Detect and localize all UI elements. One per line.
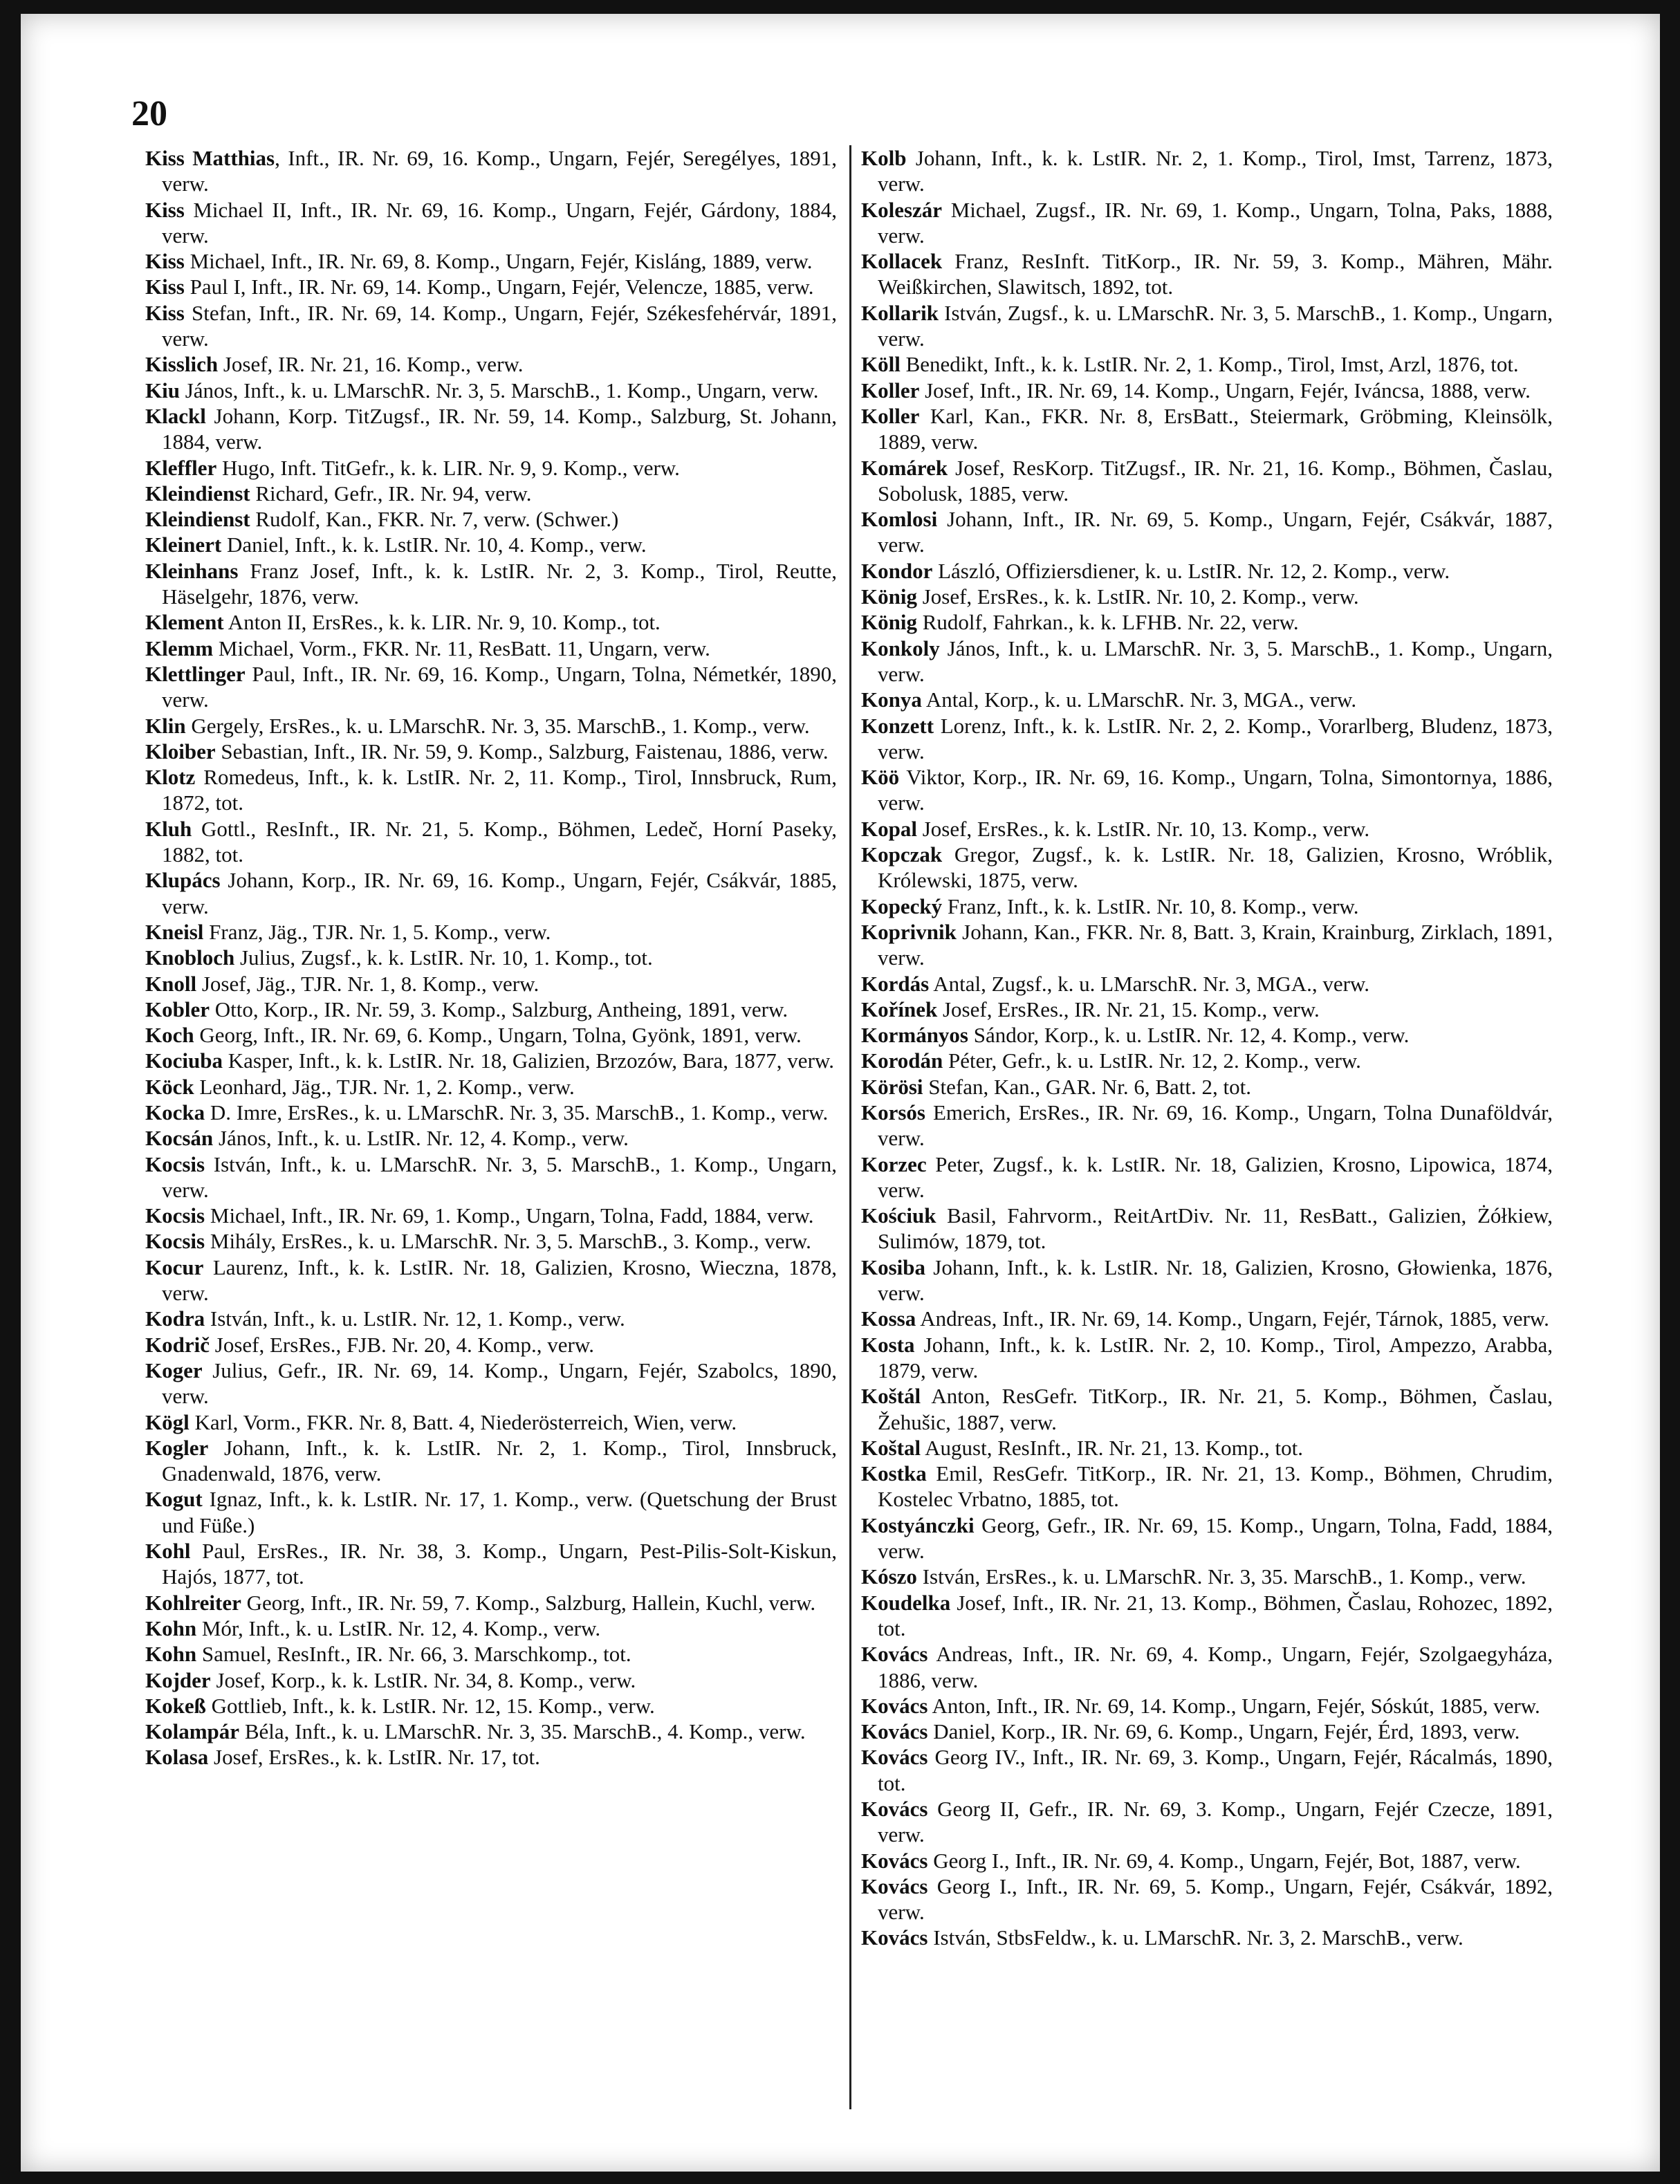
entry-surname: Kodra bbox=[145, 1306, 205, 1331]
register-entry bbox=[861, 816, 1553, 842]
register-entry bbox=[145, 145, 837, 197]
register-entry bbox=[145, 816, 837, 868]
entry-surname: Kollacek bbox=[861, 249, 943, 274]
entry-details: Michael, Zugsf., IR. Nr. 69, 1. Komp., Ungarn, Tolna, Paks, 1888, verw. bbox=[878, 197, 1553, 248]
left-column bbox=[145, 145, 837, 1770]
register-entry bbox=[145, 919, 837, 945]
entry-surname: Kopecký bbox=[861, 894, 943, 918]
register-entry bbox=[861, 1925, 1553, 1950]
entry-surname: Kovács bbox=[861, 1925, 928, 1950]
register-entry bbox=[145, 764, 837, 816]
entry-details: Johann, Kan., FKR. Nr. 8, Batt. 3, Krain, Krainburg, Zirklach, 1891, verw. bbox=[878, 919, 1553, 970]
entry-details: D. Imre, ErsRes., k. u. LMarschR. Nr. 3, 35. MarschB., 1. Komp., verw. bbox=[205, 1100, 829, 1125]
register-entry bbox=[861, 1100, 1553, 1151]
register-entry bbox=[145, 1616, 837, 1641]
entry-details: Paul, Inft., IR. Nr. 69, 16. Komp., Ungarn, Tolna, Németkér, 1890, verw. bbox=[162, 661, 837, 712]
entry-details: Daniel, Korp., IR. Nr. 69, 6. Komp., Ungarn, Fejér, Érd, 1893, verw. bbox=[927, 1719, 1520, 1744]
register-entry bbox=[145, 248, 837, 274]
entry-surname: Koleszár bbox=[861, 197, 943, 222]
register-entry bbox=[145, 1048, 837, 1073]
entry-details: Stefan, Kan., GAR. Nr. 6, Batt. 2, tot. bbox=[923, 1074, 1251, 1099]
entry-details: Johann, Korp. TitZugsf., IR. Nr. 59, 14. Komp., Salzburg, St. Johann, 1884, verw. bbox=[162, 403, 837, 454]
entry-surname: Koller bbox=[861, 378, 920, 402]
entry-surname: Kopal bbox=[861, 816, 917, 841]
entry-surname: Kovács bbox=[861, 1745, 928, 1770]
entry-surname: Kószo bbox=[861, 1564, 917, 1589]
entry-details: Anton II, ErsRes., k. k. LIR. Nr. 9, 10. Komp., tot. bbox=[223, 610, 661, 635]
register-entry bbox=[145, 1486, 837, 1538]
entry-surname: Kögl bbox=[145, 1409, 190, 1434]
entry-surname: Konkoly bbox=[861, 636, 940, 660]
entry-surname: Kořínek bbox=[861, 997, 938, 1021]
register-entry bbox=[861, 1435, 1553, 1461]
entry-details: Rudolf, Kan., FKR. Nr. 7, verw. (Schwer.) bbox=[250, 507, 619, 532]
entry-details: Paul I, Inft., IR. Nr. 69, 14. Komp., Ungarn, Fejér, Velencze, 1885, verw. bbox=[184, 275, 814, 299]
right-column bbox=[861, 145, 1553, 1951]
entry-details: Franz Josef, Inft., k. k. LstIR. Nr. 2, 3. Komp., Tirol, Reutte, Häselgehr, 1876, verw. bbox=[162, 558, 837, 609]
entry-surname: Kiu bbox=[145, 378, 180, 402]
register-entry bbox=[145, 1667, 837, 1693]
entry-surname: Kleindienst bbox=[145, 507, 250, 532]
entry-details: Josef, ResKorp. TitZugsf., IR. Nr. 21, 16. Komp., Böhmen, Časlau, Sobolusk, 1885, verw. bbox=[878, 455, 1553, 506]
entry-details: Franz, Inft., k. k. LstIR. Nr. 10, 8. Komp., verw. bbox=[942, 894, 1359, 918]
register-entry bbox=[145, 1074, 837, 1100]
entry-details: István, Inft., k. u. LstIR. Nr. 12, 1. Komp., verw. bbox=[205, 1306, 625, 1331]
register-entry bbox=[145, 1538, 837, 1590]
entry-surname: Kovács bbox=[861, 1693, 928, 1718]
entry-surname: Kluh bbox=[145, 816, 192, 841]
register-entry bbox=[145, 351, 837, 377]
entry-details: Gottlieb, Inft., k. k. LstIR. Nr. 12, 15. Komp., verw. bbox=[205, 1693, 655, 1718]
entry-details: Julius, Zugsf., k. k. LstIR. Nr. 10, 1. Komp., tot. bbox=[234, 945, 653, 970]
entry-details: Peter, Zugsf., k. k. LstIR. Nr. 18, Galizien, Krosno, Lipowica, 1874, verw. bbox=[878, 1151, 1553, 1202]
register-entry bbox=[861, 997, 1553, 1022]
register-entry bbox=[145, 1306, 837, 1331]
entry-details: Georg IV., Inft., IR. Nr. 69, 3. Komp., Ungarn, Fejér, Rácalmás, 1890, tot. bbox=[878, 1745, 1553, 1795]
entry-details: Richard, Gefr., IR. Nr. 94, verw. bbox=[250, 481, 532, 506]
entry-details: Lorenz, Inft., k. k. LstIR. Nr. 2, 2. Komp., Vorarlberg, Bludenz, 1873, verw. bbox=[878, 713, 1553, 764]
entry-surname: Kościuk bbox=[861, 1203, 936, 1228]
entry-surname: Köck bbox=[145, 1074, 194, 1099]
entry-details: Laurenz, Inft., k. k. LstIR. Nr. 18, Galizien, Krosno, Wieczna, 1878, verw. bbox=[162, 1255, 837, 1306]
register-entry bbox=[861, 1461, 1553, 1512]
entry-surname: Konya bbox=[861, 687, 922, 712]
register-entry bbox=[861, 1719, 1553, 1744]
entry-details: Kasper, Inft., k. k. LstIR. Nr. 18, Galizien, Brzozów, Bara, 1877, verw. bbox=[222, 1048, 835, 1073]
entry-surname: Kleinert bbox=[145, 533, 222, 557]
entry-details: Otto, Korp., IR. Nr. 59, 3. Komp., Salzburg, Antheing, 1891, verw. bbox=[210, 997, 788, 1021]
register-entry bbox=[861, 403, 1553, 455]
entry-surname: Kollarik bbox=[861, 300, 939, 325]
register-entry bbox=[145, 1255, 837, 1306]
register-entry bbox=[145, 1022, 837, 1048]
entry-details: Antal, Korp., k. u. LMarschR. Nr. 3, MGA., verw. bbox=[921, 687, 1357, 712]
entry-details: Basil, Fahrvorm., ReitArtDiv. Nr. 11, ResBatt., Galizien, Żółkiew, Sulimów, 1879, tot. bbox=[878, 1203, 1553, 1254]
entry-surname: Kisslich bbox=[145, 352, 219, 377]
register-entry bbox=[145, 713, 837, 739]
entry-surname: Kojder bbox=[145, 1667, 211, 1692]
entry-details: Josef, ErsRes., k. k. LstIR. Nr. 17, tot. bbox=[208, 1745, 540, 1770]
entry-details: Franz, ResInft. TitKorp., IR. Nr. 59, 3. Komp., Mähren, Mähr. Weißkirchen, Slawitsch, 1892, tot. bbox=[878, 249, 1553, 299]
entry-surname: Kostyánczki bbox=[861, 1512, 975, 1537]
entry-details: Michael II, Inft., IR. Nr. 69, 16. Komp., Ungarn, Fejér, Gárdony, 1884, verw. bbox=[162, 197, 837, 248]
register-entry bbox=[145, 532, 837, 557]
entry-details: Georg I., Inft., IR. Nr. 69, 4. Komp., Ungarn, Fejér, Bot, 1887, verw. bbox=[927, 1848, 1521, 1873]
register-entry bbox=[861, 248, 1553, 300]
entry-details: Romedeus, Inft., k. k. LstIR. Nr. 2, 11. Komp., Tirol, Innsbruck, Rum, 1872, tot. bbox=[162, 765, 837, 815]
entry-details: Josef, ErsRes., FJB. Nr. 20, 4. Komp., verw. bbox=[210, 1332, 594, 1357]
entry-surname: Kocka bbox=[145, 1100, 205, 1125]
entry-surname: Koger bbox=[145, 1358, 203, 1382]
entry-details: Johann, Inft., k. k. LstIR. Nr. 18, Galizien, Krosno, Głowienka, 1876, verw. bbox=[878, 1255, 1553, 1306]
entry-surname: Koprivnik bbox=[861, 919, 957, 944]
entry-details: Antal, Zugsf., k. u. LMarschR. Nr. 3, MGA., verw. bbox=[929, 971, 1370, 996]
entry-details: Georg, Inft., IR. Nr. 59, 7. Komp., Salzburg, Hallein, Kuchl, verw. bbox=[241, 1590, 816, 1615]
entry-details: Gottl., ResInft., IR. Nr. 21, 5. Komp., Böhmen, Ledeč, Horní Paseky, 1882, tot. bbox=[162, 816, 837, 867]
entry-surname: Kondor bbox=[861, 558, 933, 583]
entry-details: Johann, Korp., IR. Nr. 69, 16. Komp., Ungarn, Fejér, Csákvár, 1885, verw. bbox=[162, 868, 837, 918]
entry-details: Gregor, Zugsf., k. k. LstIR. Nr. 18, Galizien, Krosno, Wróblik, Królewski, 1875, verw. bbox=[878, 842, 1553, 893]
register-entry bbox=[145, 1590, 837, 1616]
entry-surname: Kocsis bbox=[145, 1151, 205, 1176]
entry-details: Viktor, Korp., IR. Nr. 69, 16. Komp., Ungarn, Tolna, Simontornya, 1886, verw. bbox=[878, 765, 1553, 815]
register-entry bbox=[861, 1383, 1553, 1435]
register-entry bbox=[861, 894, 1553, 919]
entry-details: Samuel, ResInft., IR. Nr. 66, 3. Marschkomp., tot. bbox=[196, 1642, 631, 1667]
register-entry bbox=[861, 1203, 1553, 1255]
entry-surname: Kovács bbox=[861, 1873, 928, 1898]
register-entry bbox=[145, 1332, 837, 1358]
entry-details: Paul, ErsRes., IR. Nr. 38, 3. Komp., Ungarn, Pest-Pilis-Solt-Kiskun, Hajós, 1877, tot. bbox=[162, 1539, 837, 1589]
entry-surname: Knobloch bbox=[145, 945, 235, 970]
entry-details: , Inft., IR. Nr. 69, 16. Komp., Ungarn, Fejér, Seregélyes, 1891, verw. bbox=[162, 146, 837, 196]
entry-details: Georg I., Inft., IR. Nr. 69, 5. Komp., Ungarn, Fejér, Csákvár, 1892, verw. bbox=[878, 1873, 1553, 1925]
entry-details: Josef, IR. Nr. 21, 16. Komp., verw. bbox=[218, 352, 524, 377]
entry-details: István, Inft., k. u. LMarschR. Nr. 3, 5. MarschB., 1. Komp., Ungarn, verw. bbox=[162, 1151, 837, 1202]
register-entry bbox=[145, 1100, 837, 1125]
entry-details: Anton, Inft., IR. Nr. 69, 14. Komp., Ungarn, Fejér, Sóskút, 1885, verw. bbox=[927, 1693, 1540, 1718]
entry-surname: Konzett bbox=[861, 713, 934, 738]
entry-surname: Kiss bbox=[145, 300, 185, 325]
entry-surname: Kovács bbox=[861, 1642, 928, 1667]
entry-details: Johann, Inft., IR. Nr. 69, 5. Komp., Ungarn, Fejér, Csákvár, 1887, verw. bbox=[878, 507, 1553, 557]
entry-surname: Klackl bbox=[145, 403, 206, 428]
register-entry bbox=[145, 1641, 837, 1667]
entry-details: Mihály, ErsRes., k. u. LMarschR. Nr. 3, 5. MarschB., 3. Komp., verw. bbox=[205, 1229, 811, 1254]
entry-surname: Koštal bbox=[861, 1435, 921, 1460]
entry-surname: Korodán bbox=[861, 1048, 943, 1073]
register-entry bbox=[861, 1074, 1553, 1100]
register-entry bbox=[861, 378, 1553, 403]
register-entry bbox=[861, 1151, 1553, 1203]
register-entry bbox=[861, 636, 1553, 687]
entry-surname: Kostka bbox=[861, 1461, 927, 1486]
register-entry bbox=[861, 1255, 1553, 1306]
entry-surname: Kociuba bbox=[145, 1048, 223, 1073]
register-entry bbox=[861, 455, 1553, 507]
register-entry bbox=[861, 1590, 1553, 1642]
register-entry bbox=[861, 1641, 1553, 1693]
entry-details: Hugo, Inft. TitGefr., k. k. LIR. Nr. 9, 9. Komp., verw. bbox=[216, 455, 680, 480]
register-entry bbox=[861, 1693, 1553, 1719]
register-entry bbox=[145, 197, 837, 249]
entry-surname: Kossa bbox=[861, 1306, 916, 1331]
entry-surname: Kobler bbox=[145, 997, 210, 1021]
entry-details: Josef, Korp., k. k. LstIR. Nr. 34, 8. Komp., verw. bbox=[210, 1667, 636, 1692]
entry-details: Béla, Inft., k. u. LMarschR. Nr. 3, 35. MarschB., 4. Komp., verw. bbox=[239, 1719, 806, 1744]
entry-details: Emerich, ErsRes., IR. Nr. 69, 16. Komp., Ungarn, Tolna Dunaföldvár, verw. bbox=[878, 1100, 1553, 1151]
register-entry bbox=[145, 274, 837, 299]
document-page bbox=[21, 14, 1660, 2172]
entry-details: Josef, Inft., IR. Nr. 21, 13. Komp., Böhmen, Časlau, Rohozec, 1892, tot. bbox=[878, 1590, 1553, 1640]
entry-details: Sándor, Korp., k. u. LstIR. Nr. 12, 4. Komp., verw. bbox=[968, 1023, 1410, 1048]
entry-surname: Kohn bbox=[145, 1642, 197, 1667]
entry-surname: Kosiba bbox=[861, 1255, 926, 1279]
entry-details: Karl, Vorm., FKR. Nr. 8, Batt. 4, Niederösterreich, Wien, verw. bbox=[189, 1409, 737, 1434]
register-entry bbox=[861, 1873, 1553, 1925]
entry-surname: Kolampár bbox=[145, 1719, 240, 1744]
entry-surname: Klotz bbox=[145, 765, 196, 790]
entry-surname: Kopczak bbox=[861, 842, 943, 867]
entry-details: Josef, ErsRes., IR. Nr. 21, 15. Komp., verw. bbox=[937, 997, 1320, 1021]
entry-surname: Kleindienst bbox=[145, 481, 250, 506]
entry-details: Julius, Gefr., IR. Nr. 69, 14. Komp., Ungarn, Fejér, Szabolcs, 1890, verw. bbox=[162, 1358, 837, 1409]
register-entry bbox=[861, 764, 1553, 816]
register-entry bbox=[145, 1693, 837, 1719]
entry-surname: Kiss bbox=[145, 275, 185, 299]
entry-details: Georg II, Gefr., IR. Nr. 69, 3. Komp., Ungarn, Fejér Czecze, 1891, verw. bbox=[878, 1797, 1553, 1847]
entry-surname: Kloiber bbox=[145, 739, 216, 764]
entry-details: August, ResInft., IR. Nr. 21, 13. Komp., tot. bbox=[921, 1435, 1303, 1460]
entry-surname: Kocsis bbox=[145, 1203, 205, 1228]
register-entry bbox=[145, 997, 837, 1022]
entry-surname: Kohl bbox=[145, 1539, 191, 1564]
register-entry bbox=[861, 1564, 1553, 1589]
entry-surname: Kleinhans bbox=[145, 558, 239, 583]
entry-details: Daniel, Inft., k. k. LstIR. Nr. 10, 4. Komp., verw. bbox=[221, 533, 647, 557]
register-entry bbox=[861, 506, 1553, 558]
entry-details: Leonhard, Jäg., TJR. Nr. 1, 2. Komp., verw. bbox=[194, 1074, 575, 1099]
register-entry bbox=[145, 1409, 837, 1435]
register-entry bbox=[145, 636, 837, 661]
entry-surname: Komlosi bbox=[861, 507, 938, 532]
register-entry bbox=[861, 584, 1553, 609]
entry-surname: Kovács bbox=[861, 1848, 928, 1873]
register-entry bbox=[861, 1306, 1553, 1331]
register-entry bbox=[861, 609, 1553, 635]
register-entry bbox=[861, 197, 1553, 249]
register-entry bbox=[145, 506, 837, 532]
entry-surname: Koudelka bbox=[861, 1590, 951, 1615]
entry-surname: Klettlinger bbox=[145, 661, 246, 686]
register-entry bbox=[861, 687, 1553, 712]
register-entry bbox=[861, 1848, 1553, 1873]
entry-surname: Köll bbox=[861, 352, 901, 377]
entry-details: Josef, Jäg., TJR. Nr. 1, 8. Komp., verw. bbox=[196, 971, 539, 996]
entry-details: Sebastian, Inft., IR. Nr. 59, 9. Komp., Salzburg, Faistenau, 1886, verw. bbox=[215, 739, 829, 764]
entry-surname: Klement bbox=[145, 610, 224, 635]
entry-surname: König bbox=[861, 610, 917, 635]
entry-surname: Kolb bbox=[861, 146, 907, 170]
register-entry bbox=[145, 971, 837, 997]
entry-details: Andreas, Inft., IR. Nr. 69, 4. Komp., Ungarn, Fejér, Szolgaegyháza, 1886, verw. bbox=[878, 1642, 1553, 1692]
register-entry bbox=[145, 378, 837, 403]
entry-details: Josef, Inft., IR. Nr. 69, 14. Komp., Ungarn, Fejér, Iváncsa, 1888, verw. bbox=[919, 378, 1531, 402]
entry-details: Michael, Vorm., FKR. Nr. 11, ResBatt. 11, Ungarn, verw. bbox=[213, 636, 710, 660]
register-entry bbox=[145, 1151, 837, 1203]
register-entry bbox=[861, 1022, 1553, 1048]
entry-details: Ignaz, Inft., k. k. LstIR. Nr. 17, 1. Komp., verw. (Quetschung der Brust und Füße.) bbox=[162, 1487, 837, 1537]
entry-surname: Klin bbox=[145, 713, 186, 738]
entry-details: Karl, Kan., FKR. Nr. 8, ErsBatt., Steiermark, Gröbming, Kleinsölk, 1889, verw. bbox=[878, 403, 1553, 454]
register-entry bbox=[861, 351, 1553, 377]
entry-surname: Kogut bbox=[145, 1487, 203, 1512]
register-entry bbox=[861, 145, 1553, 197]
entry-surname: Komárek bbox=[861, 455, 948, 480]
entry-surname: Kocsán bbox=[145, 1126, 214, 1151]
entry-surname: Kordás bbox=[861, 971, 930, 996]
entry-surname: Koch bbox=[145, 1023, 194, 1048]
column-divider bbox=[849, 145, 851, 2109]
register-entry bbox=[145, 945, 837, 970]
entry-details: Georg, Inft., IR. Nr. 69, 6. Komp., Ungarn, Tolna, Gyönk, 1891, verw. bbox=[194, 1023, 802, 1048]
register-entry bbox=[145, 1125, 837, 1151]
register-entry bbox=[145, 1435, 837, 1487]
register-entry bbox=[145, 403, 837, 455]
register-entry bbox=[145, 300, 837, 352]
entry-details: Rudolf, Fahrkan., k. k. LFHB. Nr. 22, verw. bbox=[916, 610, 1299, 635]
register-entry bbox=[145, 1744, 837, 1770]
entry-details: Franz, Jäg., TJR. Nr. 1, 5. Komp., verw. bbox=[203, 919, 551, 944]
entry-surname: Köö bbox=[861, 765, 900, 790]
entry-details: Georg, Gefr., IR. Nr. 69, 15. Komp., Ungarn, Tolna, Fadd, 1884, verw. bbox=[878, 1512, 1553, 1564]
register-entry bbox=[145, 661, 837, 713]
entry-details: Johann, Inft., k. k. LstIR. Nr. 2, 1. Komp., Tirol, Innsbruck, Gnadenwald, 1876, verw. bbox=[162, 1435, 837, 1486]
register-entry bbox=[861, 1796, 1553, 1848]
entry-surname: Kovács bbox=[861, 1797, 928, 1821]
register-entry bbox=[145, 609, 837, 635]
entry-details: Mór, Inft., k. u. LstIR. Nr. 12, 4. Komp., verw. bbox=[196, 1616, 601, 1640]
entry-details: Josef, ErsRes., k. k. LstIR. Nr. 10, 2. Komp., verw. bbox=[916, 584, 1359, 609]
entry-details: László, Offiziersdiener, k. u. LstIR. Nr. 12, 2. Komp., verw. bbox=[932, 558, 1450, 583]
register-entry bbox=[861, 558, 1553, 584]
entry-surname: Kleffler bbox=[145, 455, 217, 480]
entry-surname: Kosta bbox=[861, 1332, 915, 1357]
register-entry bbox=[861, 1332, 1553, 1384]
entry-surname: Kormányos bbox=[861, 1023, 968, 1048]
entry-surname: Kiss Matthias bbox=[145, 146, 275, 170]
entry-surname: König bbox=[861, 584, 917, 609]
register-entry bbox=[145, 1228, 837, 1254]
register-entry bbox=[861, 713, 1553, 765]
entry-details: János, Inft., k. u. LMarschR. Nr. 3, 5. MarschB., 1. Komp., Ungarn, verw. bbox=[878, 636, 1553, 686]
entry-surname: Kocsis bbox=[145, 1229, 205, 1254]
entry-surname: Klemm bbox=[145, 636, 214, 660]
entry-details: Benedikt, Inft., k. k. LstIR. Nr. 2, 1. Komp., Tirol, Imst, Arzl, 1876, tot. bbox=[900, 352, 1519, 377]
register-entry bbox=[861, 919, 1553, 971]
register-entry bbox=[145, 558, 837, 610]
register-entry bbox=[145, 867, 837, 919]
entry-details: János, Inft., k. u. LstIR. Nr. 12, 4. Komp., verw. bbox=[213, 1126, 629, 1151]
entry-details: István, Zugsf., k. u. LMarschR. Nr. 3, 5. MarschB., 1. Komp., Ungarn, verw. bbox=[878, 300, 1553, 351]
entry-surname: Kiss bbox=[145, 249, 185, 274]
register-entry bbox=[861, 1512, 1553, 1564]
entry-details: János, Inft., k. u. LMarschR. Nr. 3, 5. MarschB., 1. Komp., Ungarn, verw. bbox=[179, 378, 819, 402]
entry-details: István, StbsFeldw., k. u. LMarschR. Nr. 3, 2. MarschB., verw. bbox=[927, 1925, 1464, 1950]
page-number: 20 bbox=[131, 94, 167, 133]
entry-details: Anton, ResGefr. TitKorp., IR. Nr. 21, 5. Komp., Böhmen, Časlau, Žehušic, 1887, verw. bbox=[878, 1384, 1553, 1434]
entry-details: István, ErsRes., k. u. LMarschR. Nr. 3, 35. MarschB., 1. Komp., verw. bbox=[916, 1564, 1526, 1589]
entry-details: Johann, Inft., k. k. LstIR. Nr. 2, 10. Komp., Tirol, Ampezzo, Arabba, 1879, verw. bbox=[878, 1332, 1553, 1382]
entry-surname: Kohlreiter bbox=[145, 1590, 241, 1615]
entry-surname: Korsós bbox=[861, 1100, 925, 1125]
entry-surname: Kohn bbox=[145, 1616, 197, 1640]
entry-details: Michael, Inft., IR. Nr. 69, 1. Komp., Ungarn, Tolna, Fadd, 1884, verw. bbox=[205, 1203, 814, 1228]
register-entry bbox=[145, 739, 837, 764]
register-entry bbox=[145, 455, 837, 481]
entry-surname: Kolasa bbox=[145, 1745, 209, 1770]
entry-surname: Kneisl bbox=[145, 919, 204, 944]
entry-details: Michael, Inft., IR. Nr. 69, 8. Komp., Ungarn, Fejér, Kisláng, 1889, verw. bbox=[184, 249, 813, 274]
entry-surname: Körösi bbox=[861, 1074, 923, 1099]
entry-surname: Koštál bbox=[861, 1384, 921, 1409]
entry-surname: Knoll bbox=[145, 971, 197, 996]
register-entry bbox=[145, 1358, 837, 1409]
register-entry bbox=[861, 1048, 1553, 1073]
register-entry bbox=[145, 1203, 837, 1228]
entry-details: Johann, Inft., k. k. LstIR. Nr. 2, 1. Komp., Tirol, Imst, Tarrenz, 1873, verw. bbox=[878, 146, 1553, 196]
entry-surname: Koller bbox=[861, 403, 920, 428]
register-entry bbox=[861, 1744, 1553, 1796]
entry-details: Stefan, Inft., IR. Nr. 69, 14. Komp., Ungarn, Fejér, Székesfehérvár, 1891, verw. bbox=[162, 300, 837, 351]
register-entry bbox=[145, 1719, 837, 1744]
entry-surname: Klupács bbox=[145, 868, 221, 893]
entry-details: Gergely, ErsRes., k. u. LMarschR. Nr. 3, 35. MarschB., 1. Komp., verw. bbox=[185, 713, 810, 738]
entry-surname: Kogler bbox=[145, 1435, 209, 1460]
register-entry bbox=[861, 971, 1553, 997]
entry-surname: Kocur bbox=[145, 1255, 204, 1279]
entry-surname: Kovács bbox=[861, 1719, 928, 1744]
entry-details: Josef, ErsRes., k. k. LstIR. Nr. 10, 13. Komp., verw. bbox=[916, 816, 1370, 841]
entry-details: Andreas, Inft., IR. Nr. 69, 14. Komp., Ungarn, Fejér, Tárnok, 1885, verw. bbox=[916, 1306, 1549, 1331]
register-entry bbox=[145, 481, 837, 506]
entry-surname: Kiss bbox=[145, 197, 185, 222]
register-entry bbox=[861, 842, 1553, 894]
entry-surname: Korzec bbox=[861, 1151, 927, 1176]
entry-surname: Kokeß bbox=[145, 1693, 206, 1718]
entry-details: Emil, ResGefr. TitKorp., IR. Nr. 21, 13. Komp., Böhmen, Chrudim, Kostelec Vrbatno, 1885, tot. bbox=[878, 1461, 1553, 1512]
entry-surname: Kodrič bbox=[145, 1332, 210, 1357]
entry-details: Péter, Gefr., k. u. LstIR. Nr. 12, 2. Komp., verw. bbox=[943, 1048, 1361, 1073]
register-entry bbox=[861, 300, 1553, 352]
